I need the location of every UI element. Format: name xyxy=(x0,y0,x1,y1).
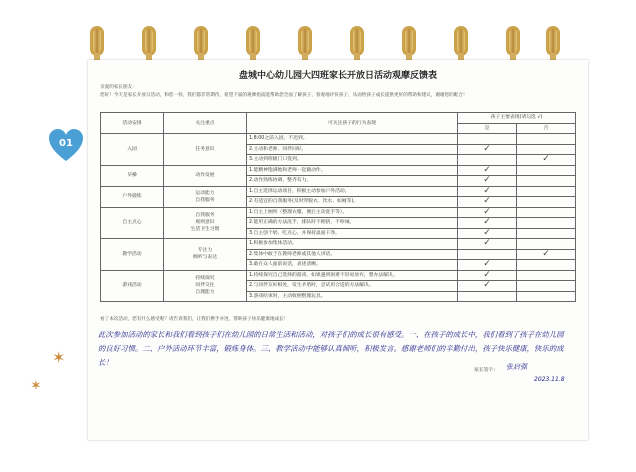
table-row xyxy=(101,186,576,197)
check-no-cell[interactable] xyxy=(517,239,576,250)
check-no-cell[interactable] xyxy=(517,228,576,239)
check-yes-cell[interactable] xyxy=(458,165,517,176)
header-focus: 关注重点 xyxy=(164,113,247,134)
binder-ring xyxy=(546,26,560,56)
check-yes-cell[interactable] xyxy=(458,249,517,260)
behavior-cell: 3.敢在众人面前说话，表述清晰。 xyxy=(247,260,458,271)
activity-cell: 游戏活动 xyxy=(101,270,164,302)
star-icon: ✶ xyxy=(30,378,42,394)
checkmark-icon: ✓ xyxy=(483,227,491,238)
check-no-cell[interactable] xyxy=(517,207,576,218)
behavior-cell: 2.能用正确的方法洗手，排队时不拥挤，不吵闹。 xyxy=(247,218,458,229)
checkmark-icon: ✓ xyxy=(483,196,491,207)
header-no: 否 xyxy=(517,123,576,134)
handwritten-feedback: 此次参加活动的家长和我们看到孩子们在幼儿园的日常生活和活动，对孩子们的成长很有感受。一、在孩子的成长中，我们看到了孩子在幼儿园的良好习惯。二、户外活动环节丰富，锻炼身体。三、教学活动中能够认真倾听，积极发言。感谢老师们的辛勤付出，孩子快乐健康，快乐的成长！ xyxy=(98,330,564,367)
activity-cell: 户外锻炼 xyxy=(101,186,164,207)
binder-ring xyxy=(298,26,312,56)
check-no-cell[interactable] xyxy=(517,134,576,145)
check-no-cell[interactable] xyxy=(517,291,576,302)
behavior-cell: 1.能精神饱满地和老师一起做动作。 xyxy=(247,165,458,176)
check-yes-cell[interactable] xyxy=(458,218,517,229)
checkmark-icon: ✓ xyxy=(483,185,491,196)
check-no-cell[interactable] xyxy=(517,249,576,260)
checkmark-icon: ✓ xyxy=(483,269,491,280)
footer-prompt: 看了本次活动，您有什么感受呢？请告诉我们，让我们携手并进，帮助孩子快乐健康地成长！ xyxy=(100,317,289,322)
binder-ring xyxy=(142,26,156,56)
focus-cell: 自我服务 规则意识 生活卫生习惯 xyxy=(164,207,247,239)
behavior-cell: 3.游戏结束时，主动收纳整理玩具。 xyxy=(247,291,458,302)
checkmark-icon: ✓ xyxy=(483,206,491,217)
checkmark-icon: ✓ xyxy=(483,280,491,291)
checkmark-icon: ✓ xyxy=(483,238,491,249)
activity-cell: 教学活动 xyxy=(101,239,164,271)
table-row xyxy=(101,207,576,218)
feedback-date: 2023.11.8 xyxy=(534,376,565,383)
feedback-sheet xyxy=(88,60,588,440)
check-yes-cell[interactable] xyxy=(458,207,517,218)
behavior-cell: 2.与同伴友好相处，发生矛盾时，尝试用合适的方法解决。 xyxy=(247,281,458,292)
checkmark-icon: ✓ xyxy=(483,217,491,228)
check-yes-cell[interactable] xyxy=(458,270,517,281)
check-yes-cell[interactable] xyxy=(458,176,517,187)
behavior-cell: 1.自主上厕所（整理衣服、便后主动洗手等）。 xyxy=(247,207,458,218)
check-no-cell[interactable] xyxy=(517,197,576,208)
header-behavior: 可关注孩子的行为表现 xyxy=(247,113,458,134)
behavior-cell: 2.有适宜的自我服务(及时穿脱衣、饮水、如厕等)。 xyxy=(247,197,458,208)
parent-signature: 张启强 xyxy=(506,363,527,371)
check-yes-cell[interactable] xyxy=(458,228,517,239)
behavior-cell: 2.动作熟练协调，整齐有力。 xyxy=(247,176,458,187)
page-title: 盘城中心幼儿园大四班家长开放日活动观摩反馈表 xyxy=(238,71,437,81)
header-main: 孩子主要表现(请勾选 √) xyxy=(458,113,576,124)
checkmark-icon: ✓ xyxy=(542,248,550,259)
header-activity: 活动安排 xyxy=(101,113,164,134)
signature-label: 家长签字： xyxy=(474,368,498,373)
binder-ring xyxy=(506,26,520,56)
checkmark-icon: ✓ xyxy=(483,259,491,270)
behavior-cell: 2.集体中敢于在教师老师或其他人讲话。 xyxy=(247,249,458,260)
table-row xyxy=(101,134,576,145)
check-yes-cell[interactable] xyxy=(458,144,517,155)
table-row xyxy=(101,165,576,176)
behavior-cell: 1.自主选择运动项目，积极主动参加户外活动。 xyxy=(247,186,458,197)
check-no-cell[interactable] xyxy=(517,155,576,166)
binder-ring xyxy=(402,26,416,56)
focus-cell: 持续探究 同伴交往 自理能力 xyxy=(164,270,247,302)
behavior-cell: 1.8:00之前入园，不迟到。 xyxy=(247,134,458,145)
behavior-cell: 1.持续探究自己选择的游戏，如果遇到困难不轻易放弃，想办法解决。 xyxy=(247,270,458,281)
activity-cell: 早操 xyxy=(101,165,164,186)
check-yes-cell[interactable] xyxy=(458,281,517,292)
behavior-cell: 3.主动到班级门口签到。 xyxy=(247,155,458,166)
focus-cell: 动作发展 xyxy=(164,165,247,186)
observation-table xyxy=(100,112,576,302)
binder-ring xyxy=(90,26,104,56)
check-yes-cell[interactable] xyxy=(458,134,517,145)
behavior-cell: 1.积极参加集体活动。 xyxy=(247,239,458,250)
focus-cell: 任务意识 xyxy=(164,134,247,166)
check-yes-cell[interactable] xyxy=(458,155,517,166)
check-yes-cell[interactable] xyxy=(458,260,517,271)
table-row xyxy=(101,270,576,281)
check-no-cell[interactable] xyxy=(517,218,576,229)
binder-ring xyxy=(246,26,260,56)
check-no-cell[interactable] xyxy=(517,260,576,271)
badge-number: 01 xyxy=(59,138,73,149)
behavior-cell: 3.自主创个奶、吃点心，并保持桌面干净。 xyxy=(247,228,458,239)
checkmark-icon: ✓ xyxy=(483,175,491,186)
binder-ring xyxy=(194,26,208,56)
focus-cell: 运动能力 自我服务 xyxy=(164,186,247,207)
check-no-cell[interactable] xyxy=(517,270,576,281)
intro-text xyxy=(100,84,580,100)
check-no-cell[interactable] xyxy=(517,186,576,197)
salutation: 亲爱的家长朋友： xyxy=(100,85,137,90)
table-row xyxy=(101,239,576,250)
behavior-cell: 2.主动和老师、同伴问好。 xyxy=(247,144,458,155)
activity-cell: 自主点心 xyxy=(101,207,164,239)
check-no-cell[interactable] xyxy=(517,176,576,187)
check-no-cell[interactable] xyxy=(517,281,576,292)
check-yes-cell[interactable] xyxy=(458,197,517,208)
check-yes-cell[interactable] xyxy=(458,239,517,250)
checkmark-icon: ✓ xyxy=(542,154,550,165)
checkmark-icon: ✓ xyxy=(483,164,491,175)
intro-paragraph: 您好！今天是家长开放日活动，和您一样，我们都非常期待，希望下面的观摩指南能帮助您全面了解孩子，客观地评价孩子，从而给孩子成长提供更好的帮助和建议，谢谢您的配合！ xyxy=(100,93,468,98)
table-body xyxy=(101,134,576,302)
header-yes: 是 xyxy=(458,123,517,134)
checkmark-icon: ✓ xyxy=(483,143,491,154)
check-no-cell[interactable] xyxy=(517,165,576,176)
check-yes-cell[interactable] xyxy=(458,291,517,302)
binder-ring xyxy=(454,26,468,56)
focus-cell: 专注力 倾听与表达 xyxy=(164,239,247,271)
check-yes-cell[interactable] xyxy=(458,186,517,197)
activity-cell: 入园 xyxy=(101,134,164,166)
check-no-cell[interactable] xyxy=(517,144,576,155)
binder-ring xyxy=(350,26,364,56)
star-icon: ✶ xyxy=(52,348,66,367)
